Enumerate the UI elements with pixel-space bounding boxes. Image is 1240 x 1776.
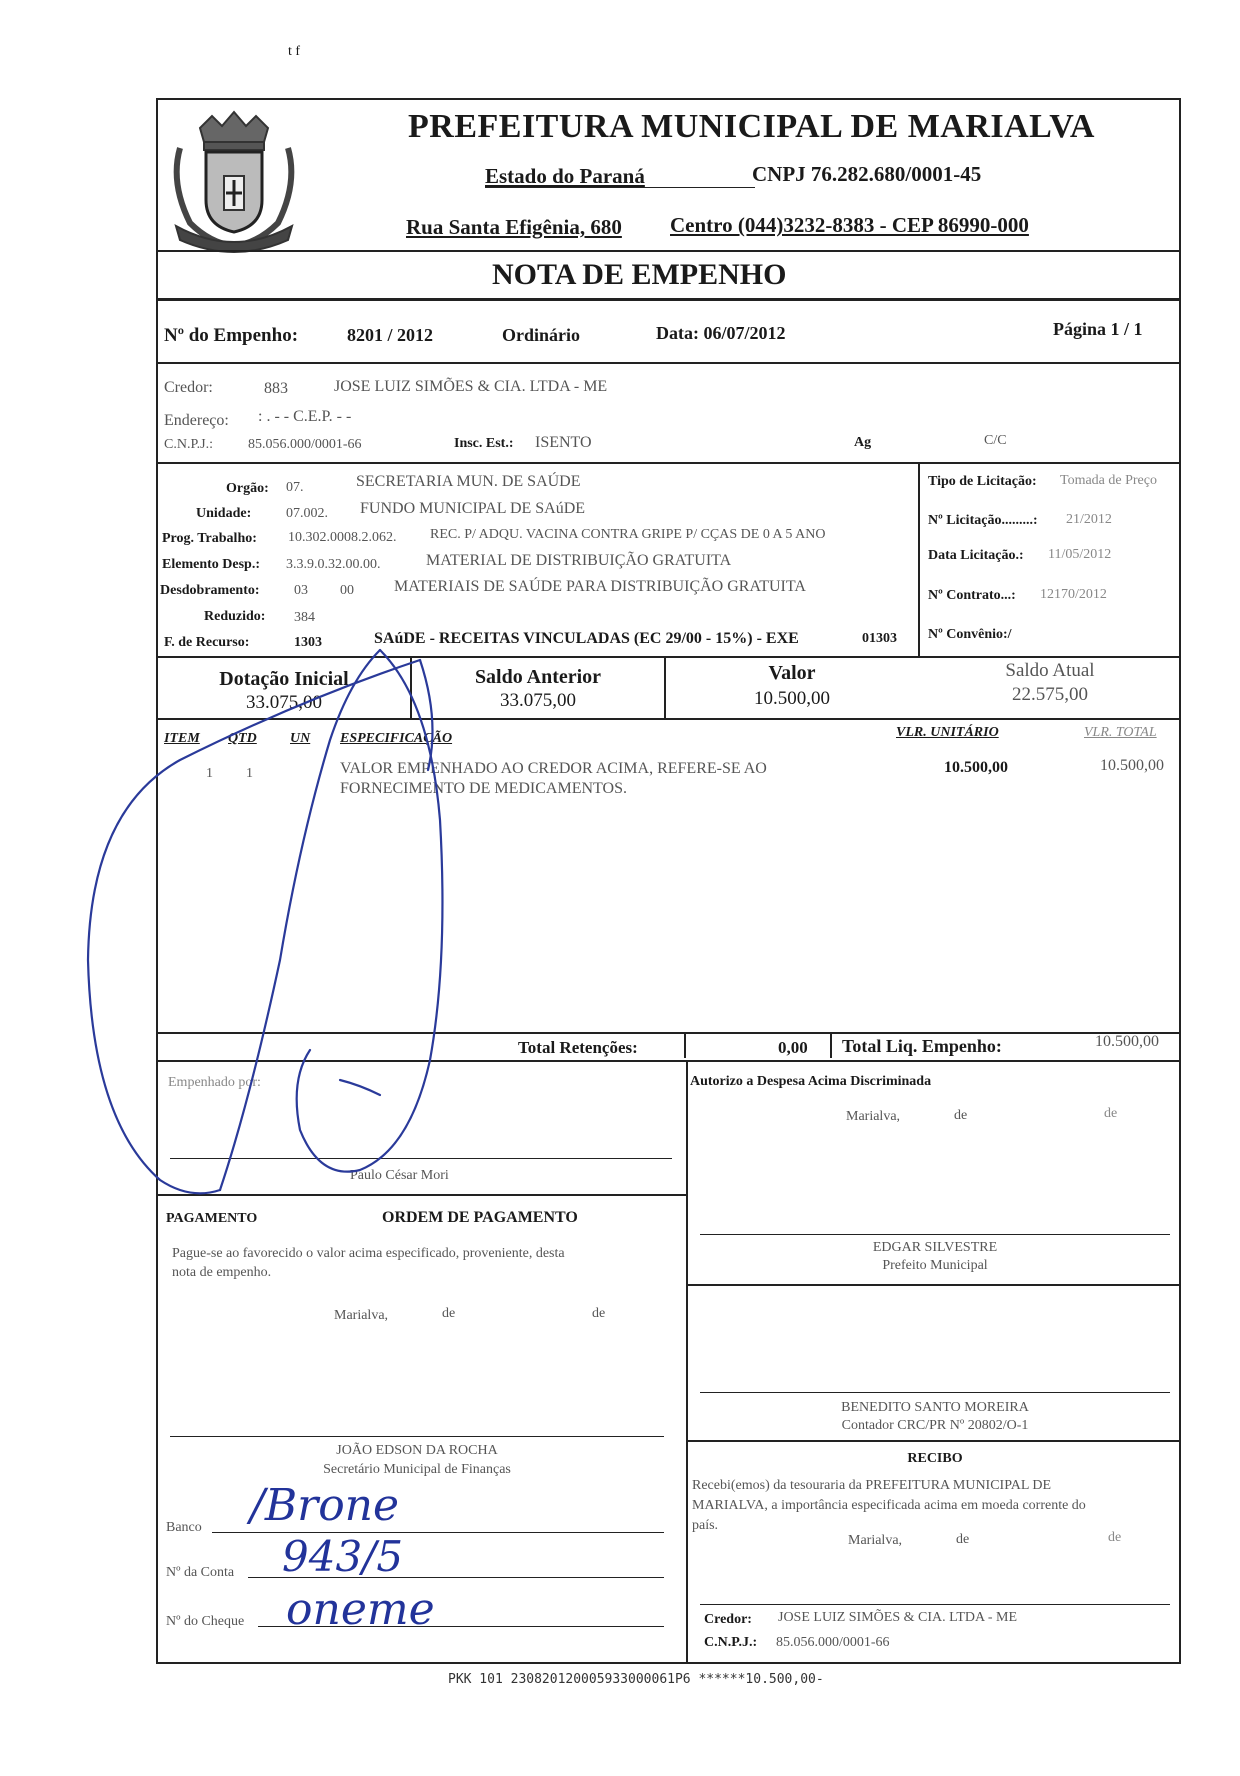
ag-label: Ag [854,435,872,450]
tipo-licitacao-label: Tipo de Licitação: [928,474,1037,489]
unidade-label: Unidade: [196,506,252,521]
recibo-credor: JOSE LUIZ SIMÕES & CIA. LTDA - ME [778,1610,1018,1625]
recibo-text-line1: Recebi(emos) da tesouraria da PREFEITURA MUNICIPAL DE [692,1478,1052,1493]
retencoes-label: Total Retenções: [518,1038,638,1057]
recurso-code: 1303 [294,635,322,650]
autorizo-de2: de [1104,1106,1118,1121]
retencoes-value: 0,00 [778,1038,808,1057]
orgao-name: SECRETARIA MUN. DE SAÚDE [356,473,581,490]
valor-label: Valor [768,662,816,684]
desdobramento-label: Desdobramento: [160,583,260,598]
autorizo-de1: de [954,1108,968,1123]
pagamento-text-line1: Pague-se ao favorecido o valor acima especificado, proveniente, desta [172,1246,565,1261]
recurso-number: 01303 [862,631,897,646]
credor-code: 883 [264,380,288,397]
secretario-cargo: Secretário Municipal de Finanças [323,1462,511,1477]
recibo-cnpj: 85.056.000/0001-66 [776,1635,890,1650]
cheque-label: Nº do Cheque [166,1614,245,1629]
col-especificacao: ESPECIFICAÇÃO [340,731,453,746]
tipo-licitacao: Tomada de Preço [1060,473,1157,488]
col-un: UN [290,731,311,746]
recibo-marialva: Marialva, [848,1533,903,1548]
header-district-phone: Centro (044)3232-8383 - CEP 86990-000 [670,213,1029,237]
reduzido-label: Reduzido: [204,609,266,624]
cnpj-label: C.N.P.J.: [164,437,214,452]
address-label: Endereço: [164,412,229,429]
insc-value: ISENTO [535,434,592,451]
cc-label: C/C [984,433,1007,448]
dotacao-inicial-value: 33.075,00 [246,692,322,713]
empenho-number-label: Nº do Empenho: [164,325,299,346]
cnpj-value: 85.056.000/0001-66 [248,437,362,452]
convenio-label: Nº Convênio:/ [928,627,1012,642]
empenhado-por-label: Empenhado por: [168,1075,261,1090]
item-number: 1 [206,766,213,781]
recibo-text-line2: MARIALVA, a importância especificada acima em moeda corrente do [692,1498,1086,1513]
recibo-de2: de [1108,1530,1122,1545]
ordem-pagamento-title: ORDEM DE PAGAMENTO [382,1209,578,1226]
prefeito-cargo: Prefeito Municipal [882,1258,988,1273]
recibo-cnpj-label: C.N.P.J.: [704,1635,758,1650]
reduzido-value: 384 [294,610,315,625]
secretario-name: JOÃO EDSON DA ROCHA [336,1443,498,1458]
header-address: Rua Santa Efigênia, 680 [406,215,622,239]
recurso-label: F. de Recurso: [164,635,250,650]
footer-code: PKK 101 230820120005933000061P6 ******10.500,00- [448,1672,824,1687]
recibo-title: RECIBO [907,1451,963,1466]
credor-name: JOSE LUIZ SIMÕES & CIA. LTDA - ME [334,378,608,395]
insc-label: Insc. Est.: [454,436,514,451]
pagamento-text-line2: nota de empenho. [172,1265,272,1280]
recibo-de1: de [956,1532,970,1547]
orgao-label: Orgão: [226,481,269,496]
col-qtd: QTD [228,731,257,746]
saldo-atual-label: Saldo Atual [1005,660,1095,681]
conta-label: Nº da Conta [166,1565,235,1580]
recibo-credor-label: Credor: [704,1612,752,1627]
num-licitacao: 21/2012 [1066,512,1112,527]
col-vlr-total: VLR. TOTAL [1084,725,1157,740]
desdobramento-code1: 03 [294,583,308,598]
autorizo-marialva: Marialva, [846,1109,901,1124]
saldo-anterior-label: Saldo Anterior [474,666,602,688]
contador-cargo: Contador CRC/PR Nº 20802/O-1 [841,1418,1029,1433]
liq-empenho-label: Total Liq. Empenho: [842,1036,1002,1056]
prog-label: Prog. Trabalho: [162,531,257,546]
recurso-name: SAúDE - RECEITAS VINCULADAS (EC 29/00 - 15%) - EXE [374,630,799,647]
elemento-label: Elemento Desp.: [162,557,260,572]
orgao-code: 07. [286,480,304,495]
pagamento-de2: de [592,1306,606,1321]
item-desc-line1: VALOR EMPENHADO AO CREDOR ACIMA, REFERE-SE AO [340,760,767,777]
saldo-anterior-value: 33.075,00 [500,690,576,711]
elemento-code: 3.3.9.0.32.00.00. [286,557,381,572]
item-qtd: 1 [246,766,253,781]
header-cnpj: CNPJ 76.282.680/0001-45 [752,162,982,186]
contrato-value: 12170/2012 [1040,587,1107,602]
doc-title: NOTA DE EMPENHO [492,258,787,291]
valor-value: 10.500,00 [754,688,830,709]
elemento-name: MATERIAL DE DISTRIBUIÇÃO GRATUITA [426,552,732,569]
prefeito-name: EDGAR SILVESTRE [872,1240,998,1255]
prog-name: REC. P/ ADQU. VACINA CONTRA GRIPE P/ CÇAS DE 0 A 5 ANO [430,527,826,542]
address-value: : . - - C.E.P. - - [258,408,352,425]
header-title: PREFEITURA MUNICIPAL DE MARIALVA [408,108,1095,145]
pagamento-marialva: Marialva, [334,1308,389,1323]
top-marks: t f [288,44,301,59]
data-licitacao: 11/05/2012 [1048,547,1112,562]
credor-label: Credor: [164,379,213,396]
empenho-type: Ordinário [502,325,581,345]
desdobramento-name: MATERIAIS DE SAÚDE PARA DISTRIBUIÇÃO GRATUITA [394,578,806,595]
empenho-number: 8201 / 2012 [347,325,434,345]
dotacao-inicial-label: Dotação Inicial [219,668,349,690]
page-number: Página 1 / 1 [1053,319,1143,339]
autorizo-text: Autorizo a Despesa Acima Discriminada [690,1074,932,1089]
col-item: ITEM [164,731,200,746]
item-total-value: 10.500,00 [1100,757,1164,774]
data-licitacao-label: Data Licitação.: [928,548,1024,563]
col-vlr-unitario: VLR. UNITÁRIO [896,725,999,740]
conta-handwritten: 943/5 [282,1532,404,1581]
saldo-atual-value: 22.575,00 [1012,684,1088,705]
empenhado-por-name: Paulo César Mori [350,1168,449,1183]
contador-name: BENEDITO SANTO MOREIRA [841,1400,1029,1415]
unidade-name: FUNDO MUNICIPAL DE SAúDE [360,500,586,517]
contrato-label: Nº Contrato...: [928,588,1016,603]
item-unit-value: 10.500,00 [944,759,1008,776]
cheque-handwritten: oneme [286,1584,435,1635]
item-desc-line2: FORNECIMENTO DE MEDICAMENTOS. [340,780,627,797]
unidade-code: 07.002. [286,506,328,521]
banco-handwritten: /Brone [250,1480,400,1531]
liq-empenho-value: 10.500,00 [1095,1033,1159,1050]
prog-code: 10.302.0008.2.062. [288,530,397,545]
num-licitacao-label: Nº Licitação.........: [928,513,1038,528]
desdobramento-code2: 00 [340,583,354,598]
empenho-date: Data: 06/07/2012 [656,323,786,343]
recibo-text-line3: país. [692,1518,719,1533]
banco-label: Banco [166,1520,202,1535]
header-state: Estado do Paraná [485,164,645,188]
pagamento-de1: de [442,1306,456,1321]
pagamento-title: PAGAMENTO [166,1211,258,1226]
